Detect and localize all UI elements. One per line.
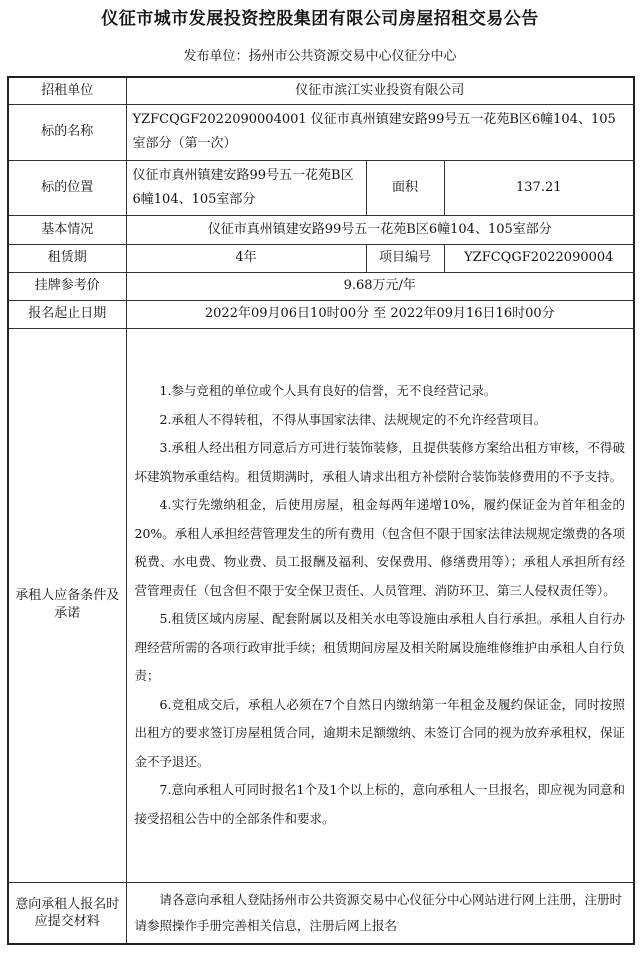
subject-value: YZFCQGF2022090004001 仪征市真州镇建安路99号五一花苑B区6幢104、105室部分（第一次） [126,104,634,160]
term-value: 4年 [126,244,366,272]
apply-label: 意向承租人报名时应提交材料 [8,882,126,944]
publisher-line: 发布单位：扬州市公共资源交易中心仪征分中心 [183,49,457,64]
area-value: 137.21 [444,160,634,215]
price-label: 挂牌参考价 [8,272,126,300]
page-title: 仪征市城市发展投资控股集团有限公司房屋招租交易公告 [101,9,539,29]
table-row [8,160,634,215]
tenderer-value: 仪征市滨江实业投资有限公司 [126,77,634,104]
tenderer-label: 招租单位 [8,77,126,104]
table-row [8,244,634,272]
table-row [8,215,634,244]
dates-label: 报名起止日期 [8,300,126,328]
condition-item-5: 5.租赁区域内房屋、配套附属以及相关水电等设施由承租人自行承担。承租人自行办理经营所需的各项行政审批手续；租赁期间房屋及相关附属设施维修维护由承租人自行负责； [134,611,626,683]
conditions-list [126,328,634,882]
basic-label: 基本情况 [8,215,126,244]
condition-item-3: 3.承租人经出租方同意后方可进行装饰装修，且提供装修方案给出租方审核，不得破坏建筑物承重结构。租赁期满时，承租人请求出租方补偿附合装饰装修费用的不予支持。 [134,440,626,484]
notice-table [7,76,635,945]
conditions-label: 承租人应备条件及承诺 [8,328,126,882]
table-row [8,328,634,882]
condition-item-2: 2.承租人不得转租，不得从事国家法律、法规规定的不允许经营项目。 [159,411,547,427]
apply-text: 请各意向承租人登陆扬州市公共资源交易中心仪征分中心网站进行网上注册，注册时请参照操作手册完善相关信息，注册后网上报名 [134,891,623,933]
basic-value: 仪征市真州镇建安路99号五一花苑B区6幢104、105室部分 [126,215,634,244]
table-row [8,272,634,300]
area-label: 面积 [366,160,444,215]
table-row [8,104,634,160]
subject-label: 标的名称 [8,104,126,160]
location-value: 仪征市真州镇建安路99号五一花苑B区6幢104、105室部分 [126,160,366,215]
condition-item-4: 4.实行先缴纳租金，后使用房屋，租金每两年递增10%，履约保证金为首年租金的20%。承租人承担经营管理发生的所有费用（包含但不限于国家法律法规规定缴费的各项税费、水电费、物业费、员工报酬及福利、安保费用、修缮费用等）；承租人承担所有经营管理责任（包含但不限于安全保卫责任、人员管理、消防环卫、第三人侵权责任等）。 [134,497,626,598]
project-value: YZFCQGF2022090004 [444,244,634,272]
table-row [8,882,634,944]
location-label: 标的位置 [8,160,126,215]
condition-item-7: 7.意向承租人可同时报名1个及1个以上标的，意向承租人一旦报名，即应视为同意和接受招租公告中的全部条件和要求。 [134,782,626,826]
condition-item-1: 1.参与竞租的单位或个人具有良好的信誉，无不良经营记录。 [159,383,497,398]
apply-value [126,882,634,944]
dates-value: 2022年09月06日10时00分 至 2022年09月16日16时00分 [126,300,634,328]
term-label: 租赁期 [8,244,126,272]
condition-item-6: 6.竞租成交后，承租人必须在7个自然日内缴纳第一年租金及履约保证金，同时按照出租方的要求签订房屋租赁合同，逾期未足额缴纳、未签订合同的视为放弃承租权，保证金不予退还。 [134,696,626,769]
price-value: 9.68万元/年 [126,272,634,300]
project-label: 项目编号 [366,244,444,272]
table-row [8,300,634,328]
table-row [8,77,634,104]
